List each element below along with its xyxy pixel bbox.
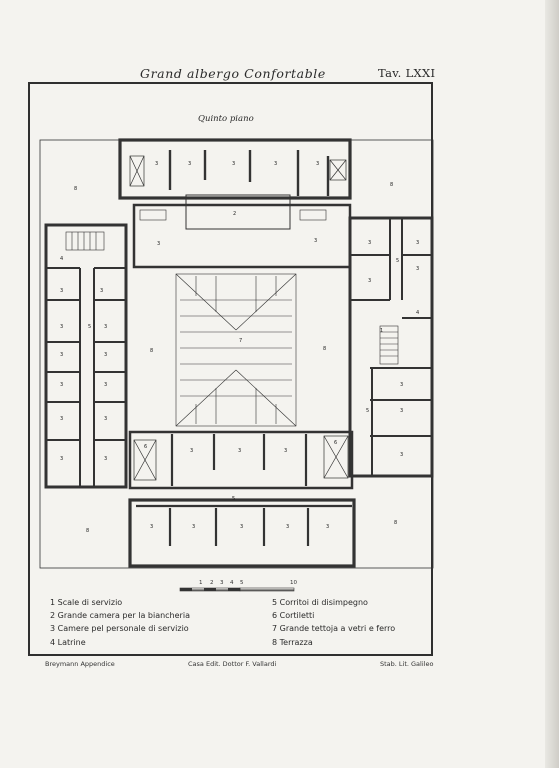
legend-item: 2 Grande camera per la biancheria xyxy=(50,611,190,621)
svg-text:5: 5 xyxy=(88,324,92,330)
svg-text:3: 3 xyxy=(400,382,404,388)
legend-item: 5 Corritoi di disimpegno xyxy=(272,598,368,607)
scale-tick-label: 1 xyxy=(199,580,203,586)
svg-text:3: 3 xyxy=(416,266,420,272)
svg-text:7: 7 xyxy=(239,338,243,344)
svg-text:5: 5 xyxy=(232,496,236,502)
scale-bar xyxy=(180,580,297,591)
svg-text:3: 3 xyxy=(240,524,244,530)
svg-text:4: 4 xyxy=(60,256,64,262)
plate-title: Grand albergo Confortable xyxy=(140,66,326,81)
svg-text:3: 3 xyxy=(316,161,320,167)
svg-text:1: 1 xyxy=(380,328,384,334)
svg-text:6: 6 xyxy=(334,440,338,446)
top-wing xyxy=(120,140,350,198)
upper-middle-wing xyxy=(134,205,350,267)
bottom-wing xyxy=(130,500,354,566)
svg-text:3: 3 xyxy=(400,408,404,414)
plate-number: Tav. LXXI xyxy=(378,66,436,80)
glass-roof xyxy=(176,274,296,426)
legend-item: 3 Camere pel personale di servizio xyxy=(50,624,189,634)
svg-text:3: 3 xyxy=(150,524,154,530)
svg-text:3: 3 xyxy=(155,161,159,167)
legend-item: 8 Terrazza xyxy=(272,637,313,647)
lower-middle-wing xyxy=(130,432,352,488)
svg-text:3: 3 xyxy=(368,240,372,246)
svg-text:3: 3 xyxy=(104,416,108,422)
svg-text:3: 3 xyxy=(400,452,404,458)
footer-publisher-series: Breymann Appendice xyxy=(45,660,115,668)
svg-text:3: 3 xyxy=(314,238,318,244)
footer-printer: Stab. Lit. Galileo xyxy=(380,660,434,668)
svg-text:3: 3 xyxy=(284,448,288,454)
svg-text:3: 3 xyxy=(104,456,108,462)
svg-text:3: 3 xyxy=(60,416,64,422)
svg-text:3: 3 xyxy=(286,524,290,530)
svg-text:3: 3 xyxy=(60,288,64,294)
svg-text:3: 3 xyxy=(188,161,192,167)
svg-text:3: 3 xyxy=(232,161,236,167)
scale-tick-label: 5 xyxy=(240,580,244,586)
scale-tick-label: 4 xyxy=(230,580,234,586)
svg-text:3: 3 xyxy=(104,382,108,388)
scale-tick-label: 3 xyxy=(220,580,224,586)
service-stairs-left xyxy=(66,232,104,250)
legend-item: 7 Grande tettoja a vetri e ferro xyxy=(272,624,396,634)
svg-text:8: 8 xyxy=(390,182,394,188)
legend-item: 1 Scale di servizio xyxy=(50,598,123,607)
svg-text:3: 3 xyxy=(326,524,330,530)
svg-text:3: 3 xyxy=(274,161,278,167)
svg-text:3: 3 xyxy=(368,278,372,284)
left-wing xyxy=(46,225,126,487)
svg-text:3: 3 xyxy=(60,382,64,388)
legend-item: 4 Latrine xyxy=(50,637,86,647)
svg-text:3: 3 xyxy=(100,288,104,294)
scale-tick-label: 10 xyxy=(290,580,297,586)
svg-text:2: 2 xyxy=(233,211,237,217)
svg-text:8: 8 xyxy=(394,520,398,526)
svg-text:8: 8 xyxy=(74,186,78,192)
floor-label: Quinto piano xyxy=(198,114,254,124)
svg-text:3: 3 xyxy=(416,240,420,246)
svg-text:3: 3 xyxy=(60,456,64,462)
legend-right xyxy=(272,596,395,649)
footer-publisher: Casa Edit. Dottor F. Vallardi xyxy=(188,660,277,668)
svg-text:5: 5 xyxy=(366,408,370,414)
svg-text:8: 8 xyxy=(150,348,154,354)
scale-tick-label: 2 xyxy=(210,580,214,586)
svg-text:6: 6 xyxy=(144,444,148,450)
svg-text:8: 8 xyxy=(323,346,327,352)
svg-text:3: 3 xyxy=(104,324,108,330)
svg-text:3: 3 xyxy=(192,524,196,530)
linen-room-2 xyxy=(186,195,290,229)
svg-text:3: 3 xyxy=(157,241,161,247)
svg-text:3: 3 xyxy=(190,448,194,454)
svg-text:3: 3 xyxy=(238,448,242,454)
legend-item: 6 Cortiletti xyxy=(272,611,315,621)
svg-text:3: 3 xyxy=(60,352,64,358)
svg-text:3: 3 xyxy=(60,324,64,330)
svg-text:8: 8 xyxy=(86,528,90,534)
svg-text:4: 4 xyxy=(416,310,420,316)
svg-text:5: 5 xyxy=(396,258,400,264)
svg-text:3: 3 xyxy=(104,352,108,358)
legend-left xyxy=(50,596,190,649)
